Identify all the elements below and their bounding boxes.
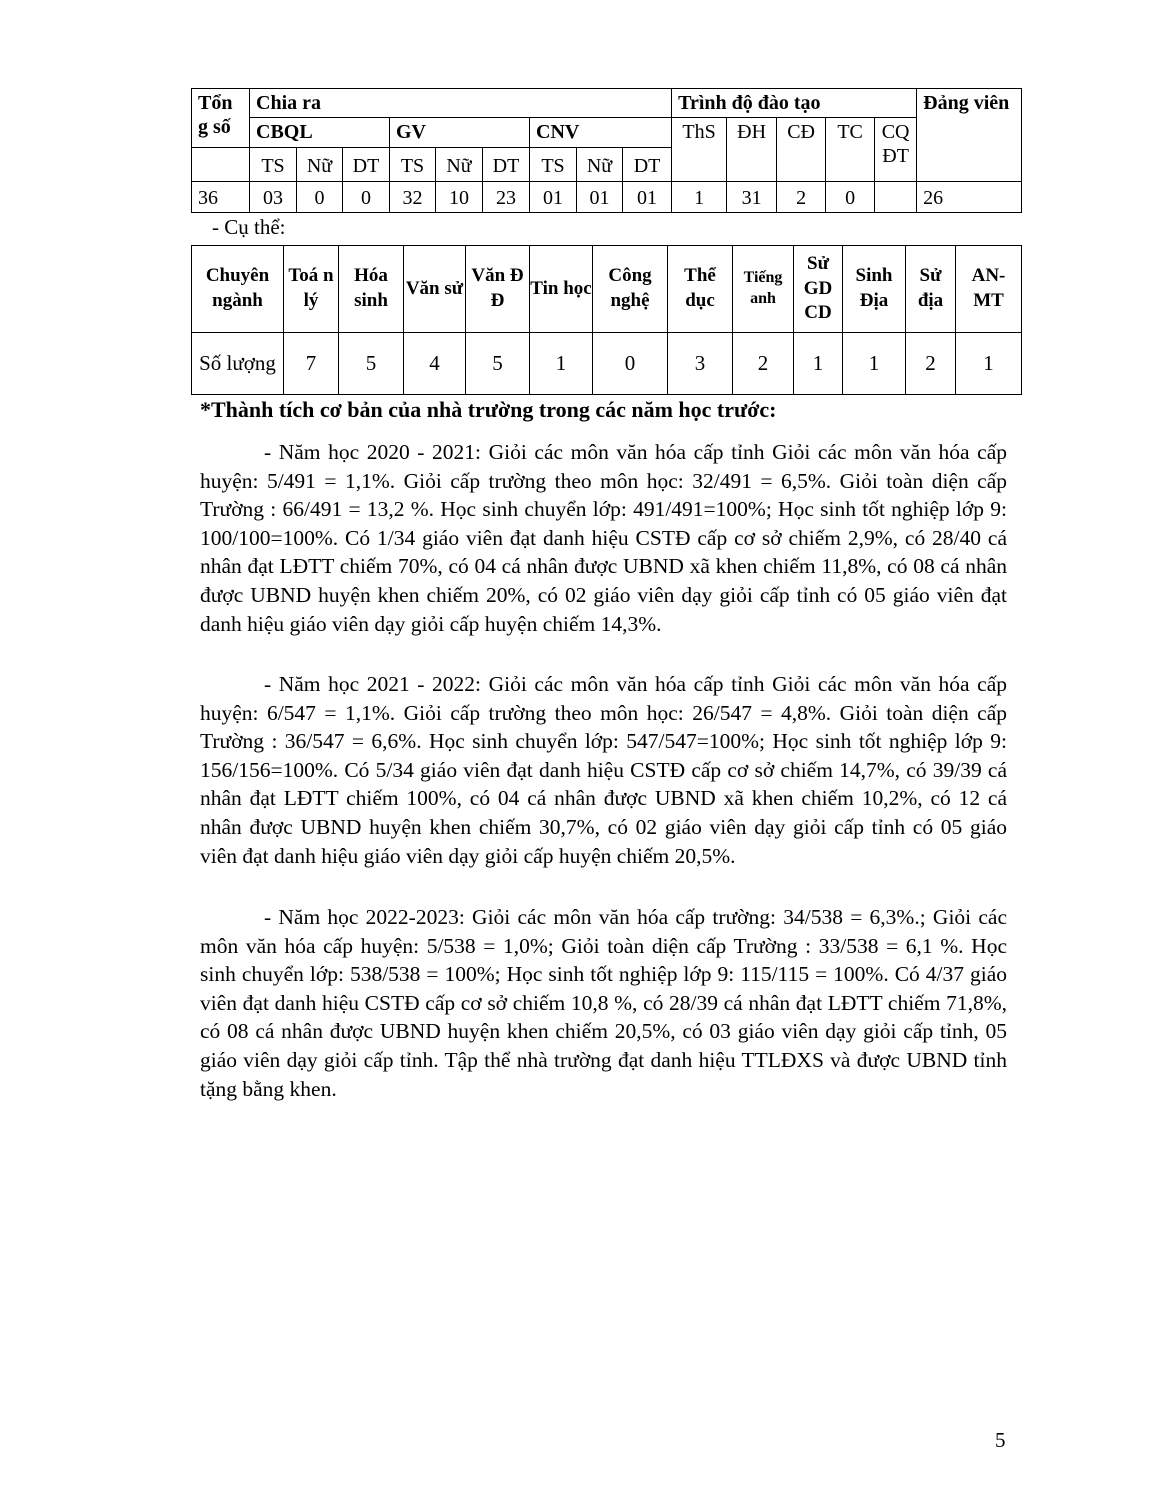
dh-value: 31	[727, 182, 777, 213]
empty-cell	[192, 148, 250, 182]
cnv-dt-header: DT	[623, 148, 672, 182]
paragraph-2021-2022: - Năm học 2021 - 2022: Giỏi các môn văn hóa cấp tỉnh Giỏi các môn văn hóa cấp huyện: 6/547 = 1,1%. Giỏi cấp trường theo môn học: 26/547 = 4,8%. Giỏi toàn diện cấp Trường : 36/547 = 6,6%. Học sinh chuyển lớp: 547/547=100%; Học sinh tốt nghiệp lớp 9: 156/156=100%. Có 5/34 giáo viên đạt danh hiệu CSTĐ cấp cơ sở chiếm 14,7%, có 39/39 cá nhân đạt LĐTT chiếm 100%, có 04 cá nhân được UBND xã khen chiếm 10,2%, có 12 cá nhân được UBND huyện khen chiếm 30,7%, có 02 giáo viên dạy giỏi cấp tỉnh có 05 giáo viên đạt danh hiệu giáo viên dạy giỏi cấp huyện chiếm 20,5%.	[200, 672, 1007, 868]
breakdown-header: Chia ra	[250, 89, 672, 118]
staff-statistics-table	[191, 88, 1022, 213]
group-cnv-header: CNV	[530, 118, 672, 148]
total-header: Tổn g số	[192, 89, 250, 148]
cnv-ts-value: 01	[530, 182, 577, 213]
count-sinh-dia: 1	[843, 333, 906, 395]
achievements-heading: *Thành tích cơ bản của nhà trường trong các năm học trước:	[200, 397, 777, 422]
details-label: - Cụ thể:	[212, 215, 286, 239]
subject-sinh-dia: Sinh Địa	[843, 246, 906, 333]
subject-an-mt: AN- MT	[956, 246, 1022, 333]
party-member-value: 26	[917, 182, 1022, 213]
count-cong-nghe: 0	[593, 333, 668, 395]
subject-toan-ly: Toá n lý	[284, 246, 339, 333]
degree-tc-header: TC	[826, 118, 875, 182]
count-label: Số lượng	[192, 333, 284, 395]
count-the-duc: 3	[668, 333, 733, 395]
subject-header-label: Chuyên ngành	[192, 246, 284, 333]
subject-cong-nghe: Công nghệ	[593, 246, 668, 333]
count-toan-ly: 7	[284, 333, 339, 395]
paragraph-2022-2023: - Năm học 2022-2023: Giỏi các môn văn hóa cấp trường: 34/538 = 6,3%.; Giỏi các môn văn hóa cấp huyện: 5/538 = 1,0%; Giỏi toàn diện cấp Trường : 33/538 = 6,1 %. Học sinh chuyển lớp: 538/538 = 100%; Học sinh tốt nghiệp lớp 9: 115/115 = 100%. Có 4/37 giáo viên đạt danh hiệu CSTĐ cấp cơ sở chiếm 10,8 %, có 28/39 cá nhân đạt LĐTT chiếm 71,8%, có 08 cá nhân được UBND huyện khen chiếm 20,5%, có 03 giáo viên dạy giỏi cấp tỉnh, 05 giáo viên dạy giỏi cấp tỉnh. Tập thể nhà trường đạt danh hiệu TTLĐXS và được UBND tỉnh tặng bằng khen.	[200, 905, 1007, 1101]
subject-tieng-anh: Tiếng anh	[733, 246, 794, 333]
gv-ts-value: 32	[390, 182, 436, 213]
degree-ths-header: ThS	[672, 118, 727, 182]
count-van-dd: 5	[466, 333, 530, 395]
count-tieng-anh: 2	[733, 333, 794, 395]
group-gv-header: GV	[390, 118, 530, 148]
subject-su-gdcd: Sử GD CD	[794, 246, 843, 333]
cqdt-value	[875, 182, 917, 213]
cbql-nu-header: Nữ	[297, 148, 343, 182]
ths-value: 1	[672, 182, 727, 213]
group-cbql-header: CBQL	[250, 118, 390, 148]
party-member-header: Đảng viên	[917, 89, 1022, 182]
gv-nu-value: 10	[436, 182, 483, 213]
gv-ts-header: TS	[390, 148, 436, 182]
subject-van-su: Văn sử	[404, 246, 466, 333]
count-hoa-sinh: 5	[339, 333, 404, 395]
cnv-ts-header: TS	[530, 148, 577, 182]
subject-count-table	[191, 245, 1022, 395]
cbql-ts-header: TS	[250, 148, 297, 182]
cbql-nu-value: 0	[297, 182, 343, 213]
subject-hoa-sinh: Hóa sinh	[339, 246, 404, 333]
subject-van-dd: Văn Đ Đ	[466, 246, 530, 333]
cbql-dt-value: 0	[343, 182, 390, 213]
cbql-dt-header: DT	[343, 148, 390, 182]
gv-dt-value: 23	[483, 182, 530, 213]
count-van-su: 4	[404, 333, 466, 395]
cd-value: 2	[777, 182, 826, 213]
degree-cqdt-header: CQ ĐT	[875, 118, 917, 182]
tc-value: 0	[826, 182, 875, 213]
training-level-header: Trình độ đào tạo	[672, 89, 917, 118]
degree-cd-header: CĐ	[777, 118, 826, 182]
gv-nu-header: Nữ	[436, 148, 483, 182]
count-su-gdcd: 1	[794, 333, 843, 395]
paragraph-2020-2021: - Năm học 2020 - 2021: Giỏi các môn văn hóa cấp tỉnh Giỏi các môn văn hóa cấp huyện: 5/491 = 1,1%. Giỏi cấp trường theo môn học: 32/491 = 6,5%. Giỏi toàn diện cấp Trường : 66/491 = 13,2 %. Học sinh chuyển lớp: 491/491=100%; Học sinh tốt nghiệp lớp 9: 100/100=100%. Có 1/34 giáo viên đạt danh hiệu CSTĐ cấp cơ sở chiếm 2,9%, có 28/40 cá nhân đạt LĐTT chiếm 70%, có 04 cá nhân được UBND xã khen chiếm 11,8%, có 08 cá nhân được UBND huyện khen chiếm 20%, có 02 giáo viên dạy giỏi cấp tỉnh có 05 giáo viên đạt danh hiệu giáo viên dạy giỏi cấp huyện chiếm 14,3%.	[200, 440, 1007, 636]
page-number: 5	[995, 1428, 1006, 1452]
count-su-dia: 2	[906, 333, 956, 395]
cbql-ts-value: 03	[250, 182, 297, 213]
gv-dt-header: DT	[483, 148, 530, 182]
subject-su-dia: Sử địa	[906, 246, 956, 333]
cnv-nu-value: 01	[577, 182, 623, 213]
total-value: 36	[192, 182, 250, 213]
cnv-nu-header: Nữ	[577, 148, 623, 182]
count-an-mt: 1	[956, 333, 1022, 395]
cnv-dt-value: 01	[623, 182, 672, 213]
degree-dh-header: ĐH	[727, 118, 777, 182]
count-tin-hoc: 1	[530, 333, 593, 395]
subject-the-duc: Thể dục	[668, 246, 733, 333]
subject-tin-hoc: Tin học	[530, 246, 593, 333]
